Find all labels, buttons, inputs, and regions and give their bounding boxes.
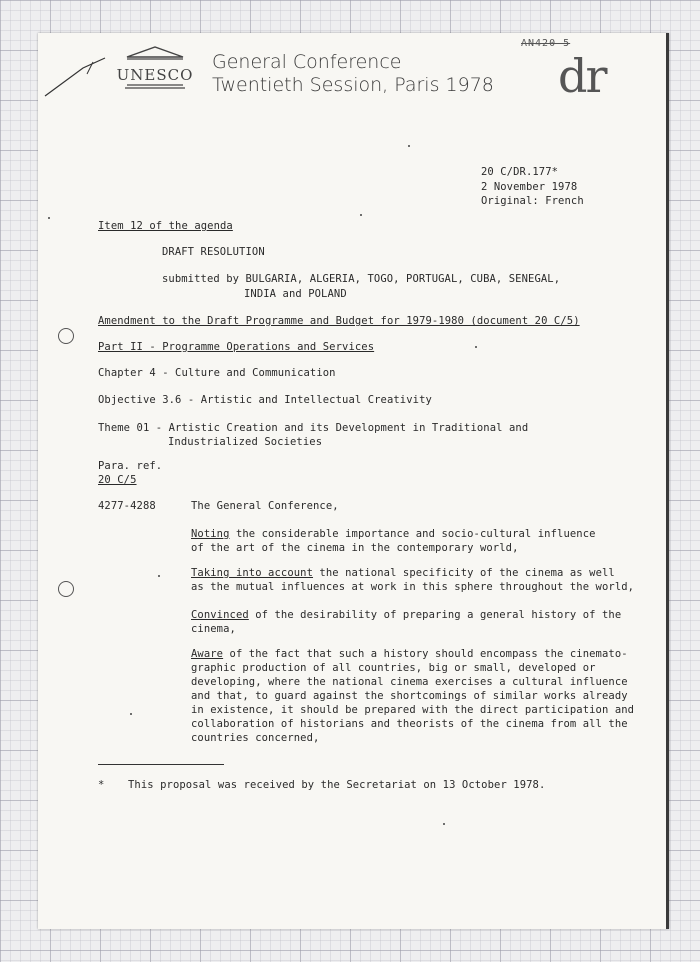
header-session: Twentieth Session, Paris 1978 (212, 74, 494, 96)
ink-speck (443, 823, 445, 825)
taking-rest: the national specificity of the cinema as well (313, 567, 615, 579)
aware-line6: collaboration of historians and theorists of the cinema from all the (191, 718, 628, 730)
part-heading: Part II - Programme Operations and Services (98, 341, 375, 353)
footnote-text: This proposal was received by the Secretariat on 13 October 1978. (128, 779, 546, 791)
para-ref-label: Para. ref. (98, 460, 163, 472)
chapter-heading: Chapter 4 - Culture and Communication (98, 367, 336, 379)
convinced-line1 (191, 609, 621, 621)
distribution-mark: dr (558, 49, 606, 103)
punch-hole-bottom (58, 581, 74, 597)
unesco-logo (116, 45, 194, 91)
ink-speck (130, 713, 132, 715)
submitted-by-line1: submitted by BULGARIA, ALGERIA, TOGO, PORTUGAL, CUBA, SENEGAL, (162, 273, 561, 285)
general-conference-intro: The General Conference, (191, 500, 339, 512)
ink-speck (475, 346, 477, 348)
header-title: General Conference (212, 51, 402, 73)
aware-line1 (191, 648, 628, 660)
noting-rest: the considerable importance and socio-cultural influence (229, 528, 596, 540)
aware-line2: graphic production of all countries, big or small, developed or (191, 662, 596, 674)
pen-stroke-mark (43, 48, 109, 98)
submitted-by-line2: INDIA and POLAND (244, 288, 347, 300)
theme-line2: Industrialized Societies (168, 436, 323, 448)
aware-keyword: Aware (191, 648, 224, 660)
taking-keyword: Taking into account (191, 567, 314, 579)
aware-line7: countries concerned, (191, 732, 320, 744)
unesco-logo-text: UNESCO (116, 66, 194, 84)
punch-hole-top (58, 328, 74, 344)
document-date: 2 November 1978 (481, 181, 578, 193)
taking-line2: as the mutual influences at work in this sphere throughout the world, (191, 581, 635, 593)
noting-keyword: Noting (191, 528, 230, 540)
document-page (38, 33, 669, 929)
original-language: Original: French (481, 195, 584, 207)
archive-stamp: AN420 5 (521, 38, 571, 49)
draft-resolution-title: DRAFT RESOLUTION (162, 246, 265, 258)
agenda-item: Item 12 of the agenda (98, 220, 233, 232)
ink-speck (360, 214, 362, 216)
objective-heading: Objective 3.6 - Artistic and Intellectual Creativity (98, 394, 432, 406)
aware-line3: developing, where the national cinema exercises a cultural influence (191, 676, 628, 688)
ink-speck (408, 145, 410, 147)
convinced-keyword: Convinced (191, 609, 249, 621)
convinced-line2: cinema, (191, 623, 236, 635)
noting-line2: of the art of the cinema in the contemporary world, (191, 542, 519, 554)
aware-rest: of the fact that such a history should encompass the cinemato- (223, 648, 628, 660)
document-number: 20 C/DR.177* (481, 166, 559, 178)
para-range: 4277-4288 (98, 500, 156, 512)
convinced-rest: of the desirability of preparing a general history of the (248, 609, 622, 621)
aware-line4: and that, to guard against the shortcomings of similar works already (191, 690, 628, 702)
amendment-heading: Amendment to the Draft Programme and Budget for 1979-1980 (document 20 C/5) (98, 315, 580, 327)
theme-line1: Theme 01 - Artistic Creation and its Development in Traditional and (98, 422, 529, 434)
aware-line5: in existence, it should be prepared with the direct participation and (191, 704, 635, 716)
taking-line1 (191, 567, 615, 579)
ink-speck (48, 217, 50, 219)
para-ref-doc: 20 C/5 (98, 474, 137, 486)
noting-line1 (191, 528, 596, 540)
footnote-rule (98, 764, 224, 765)
ink-speck (158, 575, 160, 577)
footnote-mark: * (98, 779, 105, 791)
